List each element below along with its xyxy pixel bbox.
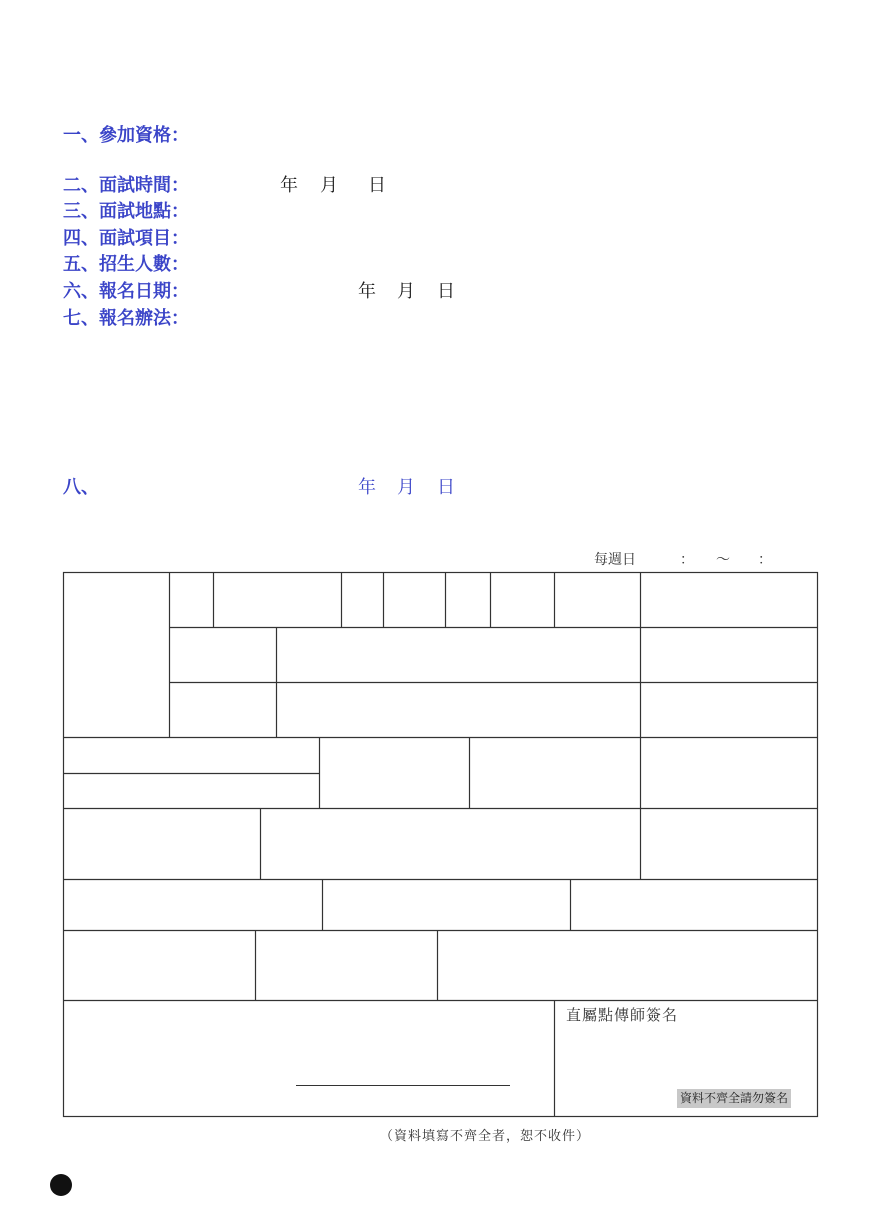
date-month: 月	[320, 175, 338, 196]
section-enrollment-count: 五、招生人數：	[63, 254, 189, 275]
schedule-colon-end: ：	[758, 552, 772, 568]
date-year: 年	[280, 175, 298, 196]
schedule-prefix: 每週日	[594, 552, 636, 568]
section-registration-date: 六、報名日期：	[63, 281, 189, 302]
date-year: 年	[358, 477, 376, 498]
date-day: 日	[437, 281, 455, 302]
schedule-tilde: ～	[716, 552, 730, 568]
section-interview-items: 四、面試項目：	[63, 228, 189, 249]
date-day: 日	[437, 477, 455, 498]
section-interview-time: 二、面試時間：	[63, 175, 189, 196]
date-month: 月	[397, 281, 415, 302]
page-bullet-marker	[50, 1174, 72, 1196]
section-registration-method: 七、報名辦法：	[63, 308, 189, 329]
footer-note: （資料填寫不齊全者，恕不收件）	[380, 1129, 591, 1144]
teacher-signature-label: 直屬點傳師簽名	[566, 1006, 679, 1024]
date-month: 月	[397, 477, 415, 498]
section-eight: 八、	[63, 477, 99, 498]
date-year: 年	[358, 281, 376, 302]
section-qualification: 一、參加資格：	[63, 125, 189, 146]
section-interview-location: 三、面試地點：	[63, 201, 189, 222]
incomplete-warning-badge: 資料不齊全請勿簽名	[677, 1089, 791, 1108]
form-outer-border	[64, 573, 818, 1117]
date-day: 日	[368, 175, 386, 196]
schedule-colon-start: ：	[680, 552, 694, 568]
